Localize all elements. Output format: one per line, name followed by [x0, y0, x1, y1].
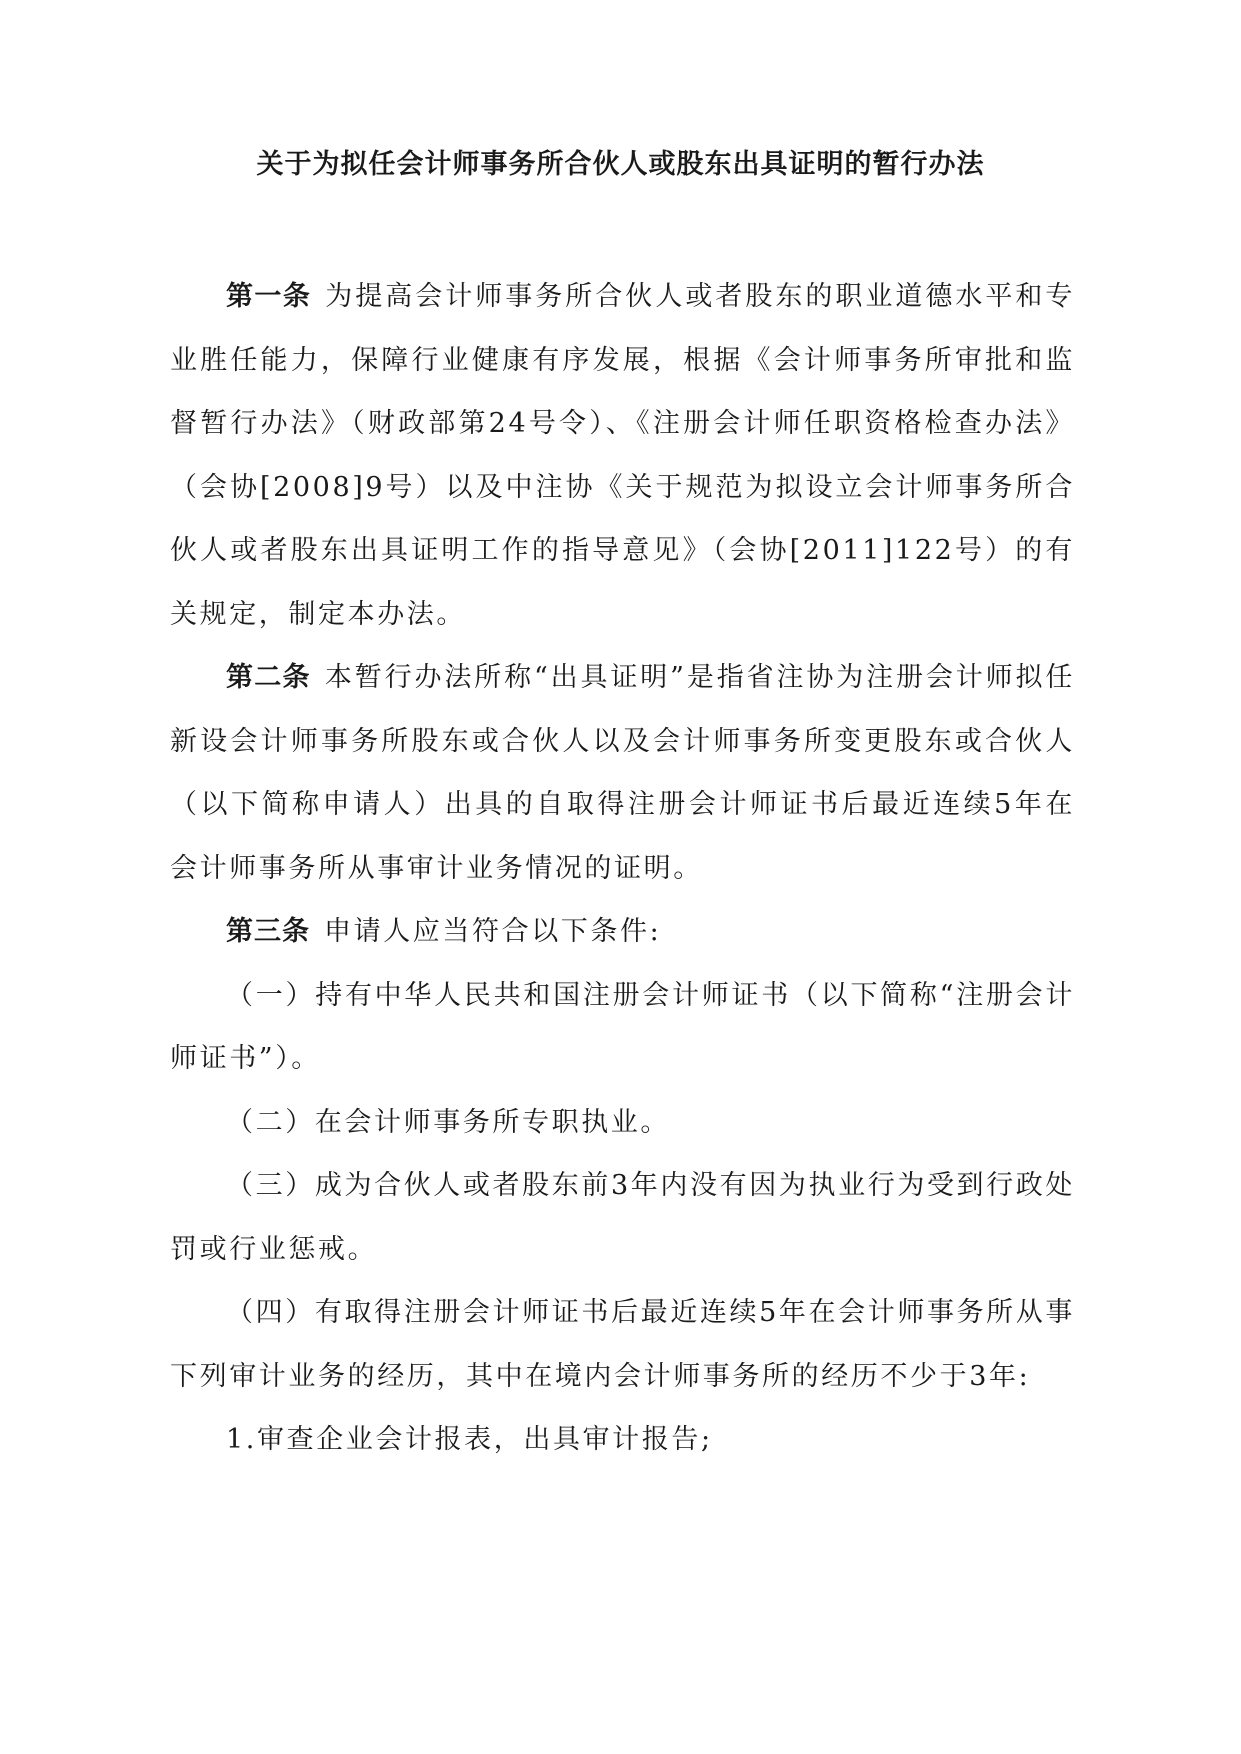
clause-1 — [170, 964, 1075, 1091]
article-label: 第三条 — [226, 916, 310, 947]
document-body — [170, 265, 1075, 1472]
article-label: 第二条 — [226, 662, 311, 693]
article-text: 申请人应当符合以下条件: — [324, 916, 662, 947]
article-text: 本暂行办法所称“出具证明”是指省注协为注册会计师拟任新设会计师事务所股东或合伙人以及会计师事务所变更股东或合伙人（以下简称申请人）出具的自取得注册会计师证书后最近连续5年在会计师事务所从事审计业务情况的证明。 — [170, 662, 1075, 884]
clause-2 — [170, 1091, 1075, 1155]
clause-text: （一）持有中华人民共和国注册会计师证书（以下简称“注册会计师证书”）。 — [170, 979, 1075, 1074]
article-label: 第一条 — [226, 281, 312, 312]
clause-text: （二）在会计师事务所专职执业。 — [226, 1106, 670, 1138]
article-1 — [170, 265, 1075, 646]
clause-4 — [170, 1281, 1075, 1408]
clause-3 — [170, 1154, 1075, 1281]
clause-text: （四）有取得注册会计师证书后最近连续5年在会计师事务所从事下列审计业务的经历，其中在境内会计师事务所的经历不少于3年: — [170, 1297, 1075, 1392]
article-text: 为提高会计师事务所合伙人或者股东的职业道德水平和专业胜任能力，保障行业健康有序发展，根据《会计师事务所审批和监督暂行办法》（财政部第24号令）、《注册会计师任职资格检查办法》（会协[2008]9号）以及中注协《关于规范为拟设立会计师事务所合伙人或者股东出具证明工作的指导意见》（会协[2011]122号）的有关规定，制定本办法。 — [170, 281, 1076, 630]
sub-item-1 — [170, 1408, 1075, 1472]
clause-text: （三）成为合伙人或者股东前3年内没有因为执业行为受到行政处罚或行业惩戒。 — [170, 1170, 1075, 1265]
article-3 — [170, 900, 1075, 964]
sub-item-text: 1.审查企业会计报表，出具审计报告; — [226, 1424, 713, 1455]
article-2 — [170, 646, 1075, 900]
document-title: 关于为拟任会计师事务所合伙人或股东出具证明的暂行办法 — [256, 149, 985, 180]
